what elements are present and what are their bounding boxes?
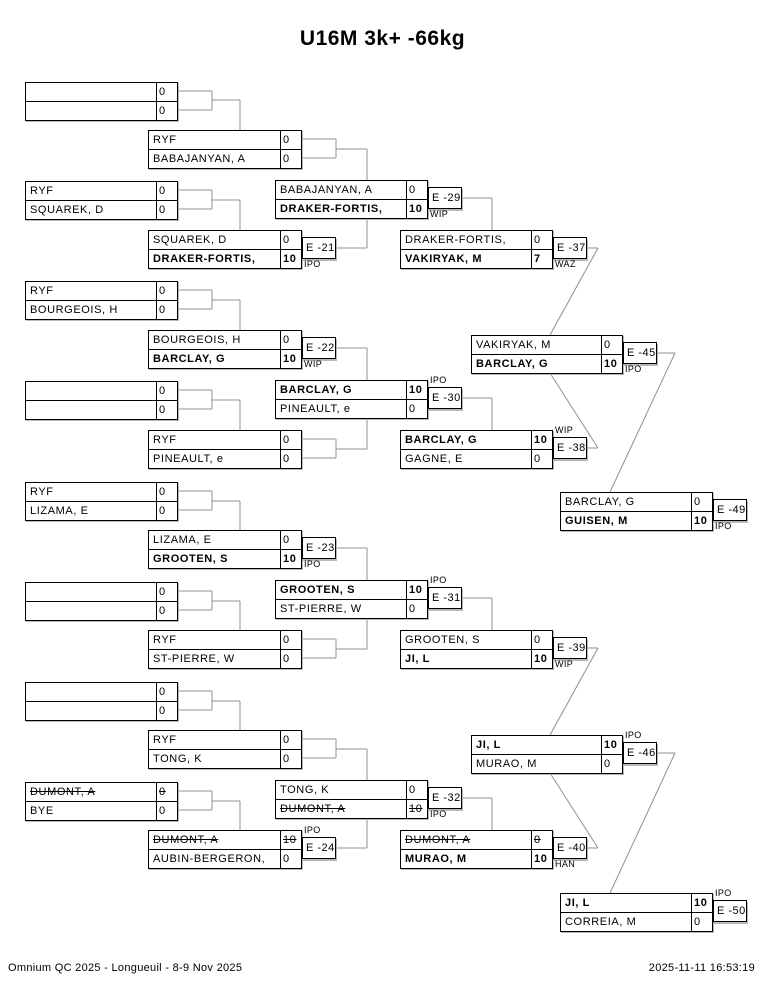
player-row: [26, 683, 177, 702]
player-row: [276, 400, 427, 418]
technique-label: HAN: [555, 859, 576, 869]
player-score: 0: [280, 431, 301, 449]
player-name: BARCLAY, G: [153, 353, 226, 365]
match-number-label: E -21: [302, 237, 336, 259]
player-row: [401, 231, 552, 250]
technique-label: IPO: [304, 259, 321, 269]
player-name: [26, 702, 156, 720]
technique-label: WIP: [304, 359, 323, 369]
player-name: [26, 382, 156, 400]
technique-label: WIP: [555, 425, 574, 435]
player-name: LIZAMA, E: [30, 505, 89, 517]
player-name: MURAO, M: [405, 853, 467, 865]
player-row: [149, 150, 301, 168]
player-name: MURAO, M: [476, 758, 538, 770]
player-row: [561, 512, 712, 530]
player-score: 0: [280, 231, 301, 249]
player-row: [26, 282, 177, 301]
player-name: RYF: [30, 486, 54, 498]
match-e32: [275, 780, 428, 819]
player-name: DUMONT, A: [153, 834, 219, 846]
match-r2-7: [148, 730, 302, 769]
player-row: [561, 913, 712, 931]
player-name: JI, L: [565, 897, 591, 909]
match-r2-6: [148, 630, 302, 669]
match-e29: [275, 180, 428, 219]
player-row: [149, 731, 301, 750]
player-score: 0: [406, 181, 427, 199]
match-e45: [471, 335, 623, 374]
player-score: 10: [280, 831, 301, 849]
player-row: [276, 581, 427, 600]
player-row: [26, 802, 177, 820]
match-number-label: E -31: [428, 587, 462, 609]
player-name: GROOTEN, S: [280, 584, 356, 596]
technique-label: WIP: [430, 209, 449, 219]
player-name: GROOTEN, S: [405, 634, 481, 646]
player-row: [26, 182, 177, 201]
match-number-label: E -40: [553, 837, 587, 859]
player-row: [401, 450, 552, 468]
player-score: 0: [156, 683, 177, 701]
match-e21: [148, 230, 302, 269]
player-score: 0: [280, 531, 301, 549]
player-name: DUMONT, A: [280, 803, 346, 815]
technique-label: IPO: [304, 825, 321, 835]
player-row: [561, 493, 712, 512]
technique-label: IPO: [304, 559, 321, 569]
player-row: [472, 336, 622, 355]
player-row: [276, 381, 427, 400]
player-score: 0: [156, 182, 177, 200]
match-r1-5: [25, 482, 178, 521]
player-score: 10: [691, 512, 712, 530]
player-name: [26, 602, 156, 620]
player-score: 0: [156, 583, 177, 601]
player-name: BARCLAY, G: [280, 384, 353, 396]
player-score: 0: [691, 913, 712, 931]
player-row: [149, 250, 301, 268]
player-row: [472, 736, 622, 755]
player-row: [149, 750, 301, 768]
match-number-label: E -37: [553, 237, 587, 259]
player-row: [149, 550, 301, 568]
player-score: 0: [156, 83, 177, 101]
player-name: [26, 401, 156, 419]
player-name: VAKIRYAK, M: [476, 339, 552, 351]
player-row: [149, 450, 301, 468]
player-row: [149, 850, 301, 868]
player-name: RYF: [153, 734, 177, 746]
player-score: 0: [406, 400, 427, 418]
player-name: JI, L: [476, 739, 502, 751]
player-row: [26, 702, 177, 720]
match-r1-3: [25, 281, 178, 320]
player-name: JI, L: [405, 653, 431, 665]
player-name: [26, 102, 156, 120]
match-number-label: E -39: [553, 637, 587, 659]
player-name: PINEAULT, e: [280, 403, 351, 415]
player-score: 10: [406, 800, 427, 818]
player-name: ST-PIERRE, W: [280, 603, 362, 615]
player-score: 10: [531, 431, 552, 449]
page-footer: [8, 962, 755, 974]
player-score: 0: [691, 493, 712, 511]
player-name: DUMONT, A: [30, 786, 96, 798]
match-e39: [400, 630, 553, 669]
match-r2-4: [148, 430, 302, 469]
match-number-label: E -24: [302, 837, 336, 859]
player-score: 0: [280, 750, 301, 768]
player-score: 0: [156, 201, 177, 219]
player-row: [276, 181, 427, 200]
player-score: 0: [280, 150, 301, 168]
player-row: [149, 431, 301, 450]
player-score: 0: [280, 331, 301, 349]
player-score: 0: [156, 502, 177, 520]
player-score: 0: [531, 231, 552, 249]
match-r1-4: [25, 381, 178, 420]
player-score: 7: [531, 250, 552, 268]
match-number-label: E -50: [713, 900, 747, 922]
match-e37: [400, 230, 553, 269]
technique-label: IPO: [430, 375, 447, 385]
player-row: [401, 831, 552, 850]
player-name: SQUAREK, D: [153, 234, 227, 246]
player-score: 10: [280, 250, 301, 268]
player-name: RYF: [153, 434, 177, 446]
player-name: RYF: [30, 185, 54, 197]
player-score: 0: [280, 631, 301, 649]
player-name: DRAKER-FORTIS,: [280, 203, 383, 215]
player-name: CORREIA, M: [565, 916, 637, 928]
player-row: [276, 800, 427, 818]
player-score: 0: [156, 382, 177, 400]
player-name: RYF: [153, 634, 177, 646]
match-r1-2: [25, 181, 178, 220]
player-name: TONG, K: [280, 784, 330, 796]
player-score: 0: [406, 781, 427, 799]
player-row: [26, 783, 177, 802]
player-name: RYF: [153, 134, 177, 146]
connector-line: [610, 753, 675, 893]
player-score: 0: [156, 702, 177, 720]
player-row: [26, 602, 177, 620]
match-r1-8: [25, 782, 178, 821]
match-e24: [148, 830, 302, 869]
match-number-label: E -23: [302, 537, 336, 559]
player-name: [26, 83, 156, 101]
technique-label: IPO: [625, 364, 642, 374]
player-name: DRAKER-FORTIS,: [405, 234, 507, 246]
match-e38: [400, 430, 553, 469]
player-name: DRAKER-FORTIS,: [153, 253, 256, 265]
player-name: [26, 583, 156, 601]
player-score: 0: [280, 650, 301, 668]
match-e40: [400, 830, 553, 869]
match-number-label: E -30: [428, 387, 462, 409]
player-score: 10: [601, 736, 622, 754]
match-number-label: E -46: [623, 742, 657, 764]
player-row: [149, 350, 301, 368]
match-number-label: E -29: [428, 187, 462, 209]
technique-label: IPO: [625, 730, 642, 740]
player-name: [26, 683, 156, 701]
match-r1-1: [25, 82, 178, 121]
player-name: BOURGEOIS, H: [153, 334, 241, 346]
player-row: [26, 401, 177, 419]
player-name: PINEAULT, e: [153, 453, 224, 465]
match-e31: [275, 580, 428, 619]
footer-timestamp: 2025-11-11 16:53:19: [648, 962, 755, 974]
player-row: [149, 331, 301, 350]
player-name: DUMONT, A: [405, 834, 471, 846]
match-r2-1: [148, 130, 302, 169]
player-row: [149, 231, 301, 250]
match-number-label: E -45: [623, 342, 657, 364]
player-name: BABAJANYAN, A: [153, 153, 246, 165]
player-name: BARCLAY, G: [565, 496, 635, 508]
player-score: 10: [691, 894, 712, 912]
player-row: [276, 200, 427, 218]
player-row: [26, 483, 177, 502]
player-score: 10: [531, 850, 552, 868]
player-score: 0: [531, 631, 552, 649]
player-score: 0: [531, 450, 552, 468]
player-score: 10: [280, 350, 301, 368]
player-row: [401, 650, 552, 668]
player-row: [149, 531, 301, 550]
match-e22: [148, 330, 302, 369]
technique-label: IPO: [430, 575, 447, 585]
match-e30: [275, 380, 428, 419]
player-score: 0: [406, 600, 427, 618]
player-score: 10: [406, 200, 427, 218]
player-score: 0: [531, 831, 552, 849]
player-score: 0: [156, 783, 177, 801]
player-row: [26, 502, 177, 520]
technique-label: IPO: [715, 521, 732, 531]
player-row: [149, 831, 301, 850]
match-number-label: E -22: [302, 337, 336, 359]
player-score: 10: [601, 355, 622, 373]
player-score: 0: [156, 802, 177, 820]
player-name: BABAJANYAN, A: [280, 184, 373, 196]
player-row: [401, 631, 552, 650]
player-name: GUISEN, M: [565, 515, 628, 527]
match-e23: [148, 530, 302, 569]
player-row: [472, 755, 622, 773]
player-score: 0: [601, 336, 622, 354]
player-score: 0: [156, 483, 177, 501]
page-title: U16M 3k+ -66kg: [299, 27, 466, 50]
player-row: [26, 583, 177, 602]
player-row: [149, 131, 301, 150]
match-number-label: E -32: [428, 787, 462, 809]
player-row: [26, 83, 177, 102]
technique-label: WAZ: [555, 259, 576, 269]
player-row: [472, 355, 622, 373]
player-score: 10: [280, 550, 301, 568]
player-score: 0: [156, 282, 177, 300]
player-row: [276, 781, 427, 800]
player-name: AUBIN-BERGERON,: [153, 853, 266, 865]
player-score: 0: [601, 755, 622, 773]
player-name: TONG, K: [153, 753, 203, 765]
player-name: BARCLAY, G: [405, 434, 478, 446]
match-e49: [560, 492, 713, 531]
player-name: GROOTEN, S: [153, 553, 229, 565]
player-score: 0: [156, 602, 177, 620]
player-score: 0: [156, 102, 177, 120]
match-number-label: E -38: [553, 437, 587, 459]
player-score: 0: [280, 131, 301, 149]
player-row: [26, 301, 177, 319]
player-score: 10: [531, 650, 552, 668]
match-number-label: E -49: [713, 499, 747, 521]
player-row: [401, 431, 552, 450]
player-row: [149, 631, 301, 650]
player-name: GAGNE, E: [405, 453, 463, 465]
footer-event: Omnium QC 2025 - Longueuil - 8-9 Nov 2025: [8, 962, 243, 974]
player-row: [276, 600, 427, 618]
player-score: 0: [280, 731, 301, 749]
player-score: 0: [156, 301, 177, 319]
player-name: ST-PIERRE, W: [153, 653, 235, 665]
technique-label: WIP: [555, 659, 574, 669]
match-e46: [471, 735, 623, 774]
player-score: 0: [280, 450, 301, 468]
match-r1-7: [25, 682, 178, 721]
player-name: BARCLAY, G: [476, 358, 549, 370]
technique-label: IPO: [430, 809, 447, 819]
player-score: 10: [406, 581, 427, 599]
player-row: [561, 894, 712, 913]
match-r1-6: [25, 582, 178, 621]
player-row: [149, 650, 301, 668]
player-name: RYF: [30, 285, 54, 297]
player-row: [26, 201, 177, 219]
player-score: 0: [280, 850, 301, 868]
match-e50: [560, 893, 713, 932]
technique-label: IPO: [715, 888, 732, 898]
player-row: [401, 250, 552, 268]
player-row: [26, 102, 177, 120]
player-name: LIZAMA, E: [153, 534, 212, 546]
player-row: [26, 382, 177, 401]
player-name: VAKIRYAK, M: [405, 253, 483, 265]
player-name: SQUAREK, D: [30, 204, 104, 216]
player-name: BOURGEOIS, H: [30, 304, 118, 316]
player-score: 0: [156, 401, 177, 419]
player-score: 10: [406, 381, 427, 399]
player-name: BYE: [30, 805, 54, 817]
player-row: [401, 850, 552, 868]
